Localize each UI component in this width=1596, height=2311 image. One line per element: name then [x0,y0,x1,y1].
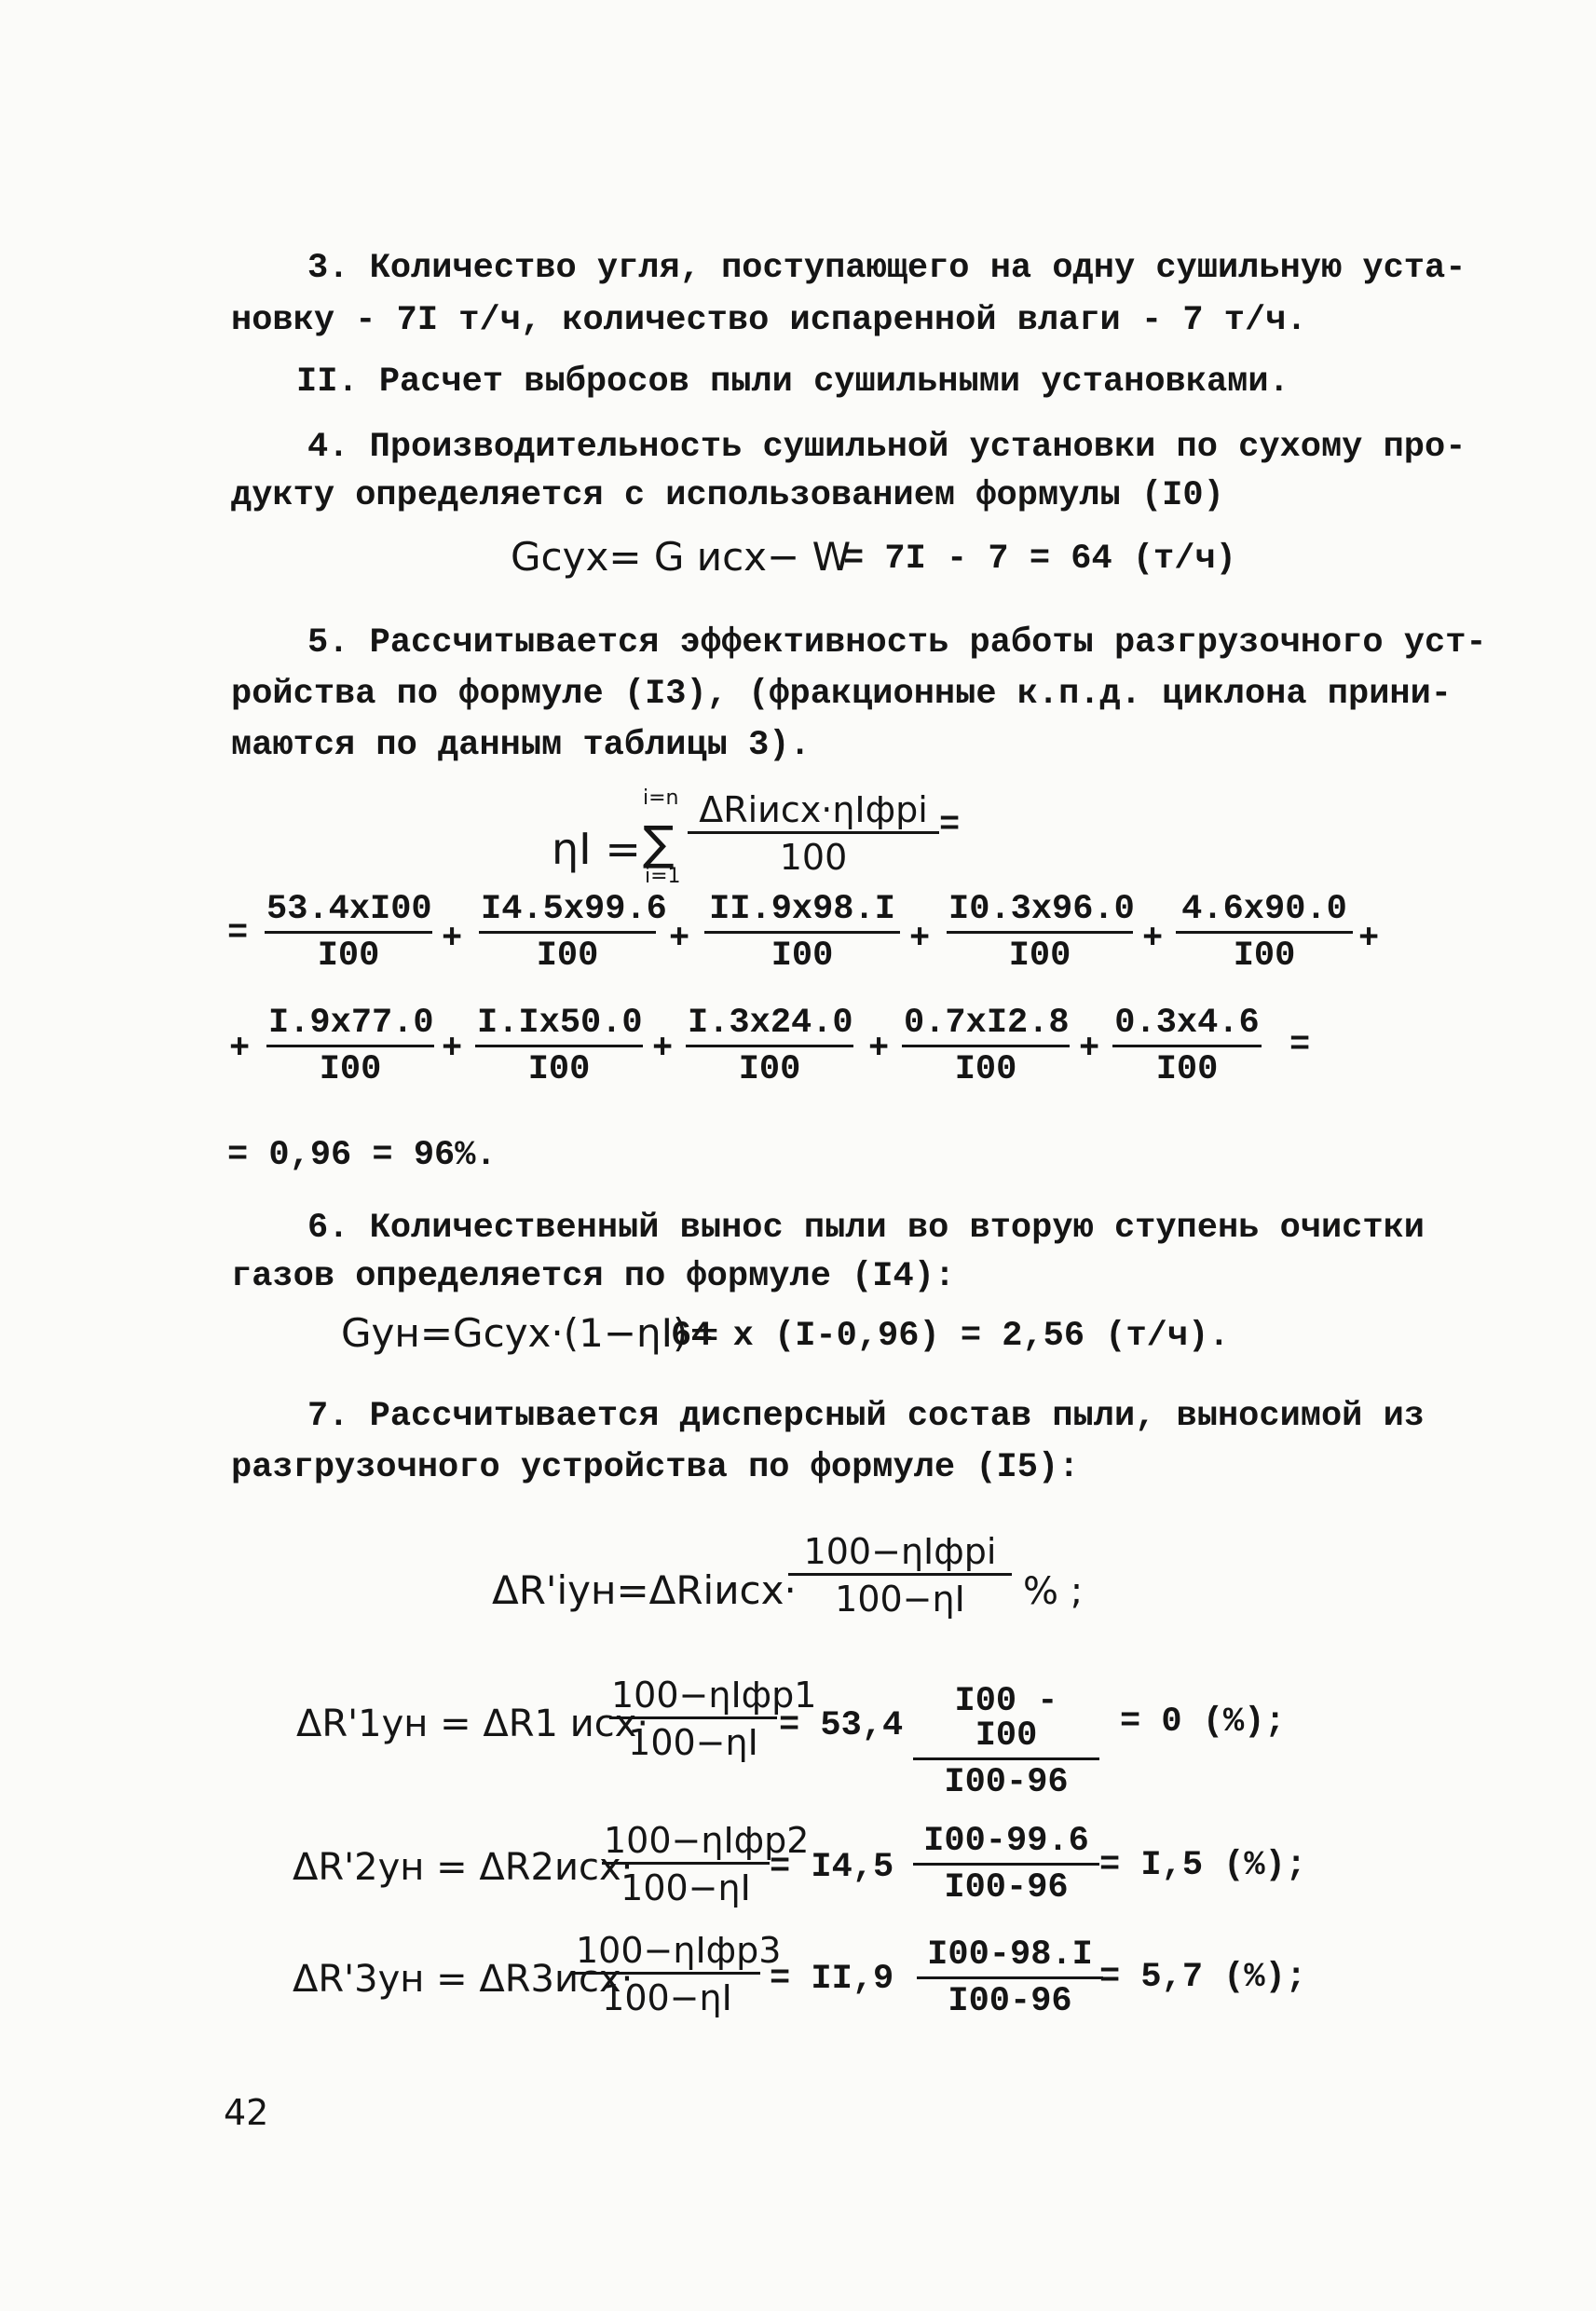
formula-15-tail: % ; [1023,1570,1084,1613]
formula-10-rhs: = 7I - 7 = 64 (т/ч) [843,540,1236,579]
sum-row-1-term-5: $\frac{4.6x90.0}{I00}$ [1176,893,1353,974]
p5-line-2: ройства по формуле (I3), (фракционные к.п.д. циклона прини- [231,675,1453,714]
sum-bottom-limit: i=1 [645,865,681,888]
sum-row-1-term-2: $\frac{I4.5x99.6}{I00}$ [481,890,667,976]
plus-sign: + [652,1030,674,1069]
p5-line-3: маются по данным таблицы 3). [231,726,811,765]
plus-sign: + [669,920,690,959]
sum-row-2-term-5: $\frac{0.3x4.6}{I00}$ [1112,1006,1262,1087]
formula-15-fraction: 100−ηIфрi 100−ηI [788,1534,1012,1617]
eta-fraction [688,789,939,878]
formula-10-lhs: Gсух= G исх− W [511,534,852,580]
p5-line-1: 5. Рассчитывается эффективность работы разгрузочного уст- [307,623,1487,663]
sum-row-1-term-3: $\frac{II.9x98.I}{I00}$ [704,893,900,974]
eta-denominator: 100 [779,837,848,878]
plus-sign: + [1142,920,1164,959]
p3-line-1: 3. Количество угля, поступающего на одну сушильную уста- [307,249,1466,288]
sum-row-2-term-1: $\frac{I.9x77.0}{I00}$ [268,1004,434,1089]
p6-line-2: газов определяется по формуле (I4): [231,1257,956,1296]
plus-sign: + [442,1030,463,1069]
sum-row-2-term-2: $\frac{I.Ix50.0}{I00}$ [477,1004,643,1089]
eta-lhs: ηI = [552,824,641,874]
sum-row-2-term-4: $\frac{0.7xI2.8}{I00}$ [904,1004,1070,1089]
eta-result: = 0,96 = 96%. [227,1136,497,1175]
sum-top-limit: i=n [643,786,679,810]
formula-14-lhs: Gун=Gсух·(1−ηI)= [341,1310,721,1356]
plus-sign: + [909,920,931,959]
sigma-icon: ∑ [643,816,675,870]
p4-line-1: 4. Производительность сушильной установки по сухому про- [307,428,1466,467]
p7-line-1: 7. Рассчитывается дисперсный состав пыли, выносимой из [307,1397,1425,1436]
plus-sign: + [1358,920,1380,959]
sum-row-2-term-3: $\frac{I.3x24.0}{I00}$ [688,1004,853,1089]
plus-sign: + [1079,1030,1100,1069]
section-ii-heading: II. Расчет выбросов пыли сушильными установками. [296,362,1289,402]
p7-line-2: разгрузочного устройства по формуле (I5): [231,1448,1080,1487]
p3-line-2: новку - 7I т/ч, количество испаренной влаги - 7 т/ч. [231,301,1307,340]
plus-sign: + [868,1030,890,1069]
eta-numerator: ΔRiисх·ηIфрi [688,792,939,834]
p6-line-1: 6. Количественный вынос пыли во вторую ступень очистки [307,1209,1425,1248]
sum-row-1-term-1: $\frac{53.4xI00}{I00}$ [266,890,432,976]
formula-15-lhs: ΔR'iун=ΔRiисх· [492,1567,797,1613]
formula-14-rhs: 64 x (I-0,96) = 2,56 (т/ч). [671,1317,1230,1356]
page-number: 42 [224,2092,269,2133]
equals-sign: = [1289,1026,1311,1065]
p4-line-2: дукту определяется с использованием формулы (I0) [231,476,1224,515]
sum-row-1-lead: = [227,914,249,953]
plus-sign: + [229,1030,251,1069]
plus-sign: + [442,920,463,959]
sum-row-1-term-4: $\frac{I0.3x96.0}{I00}$ [948,890,1135,976]
eta-tail: = [939,806,961,845]
